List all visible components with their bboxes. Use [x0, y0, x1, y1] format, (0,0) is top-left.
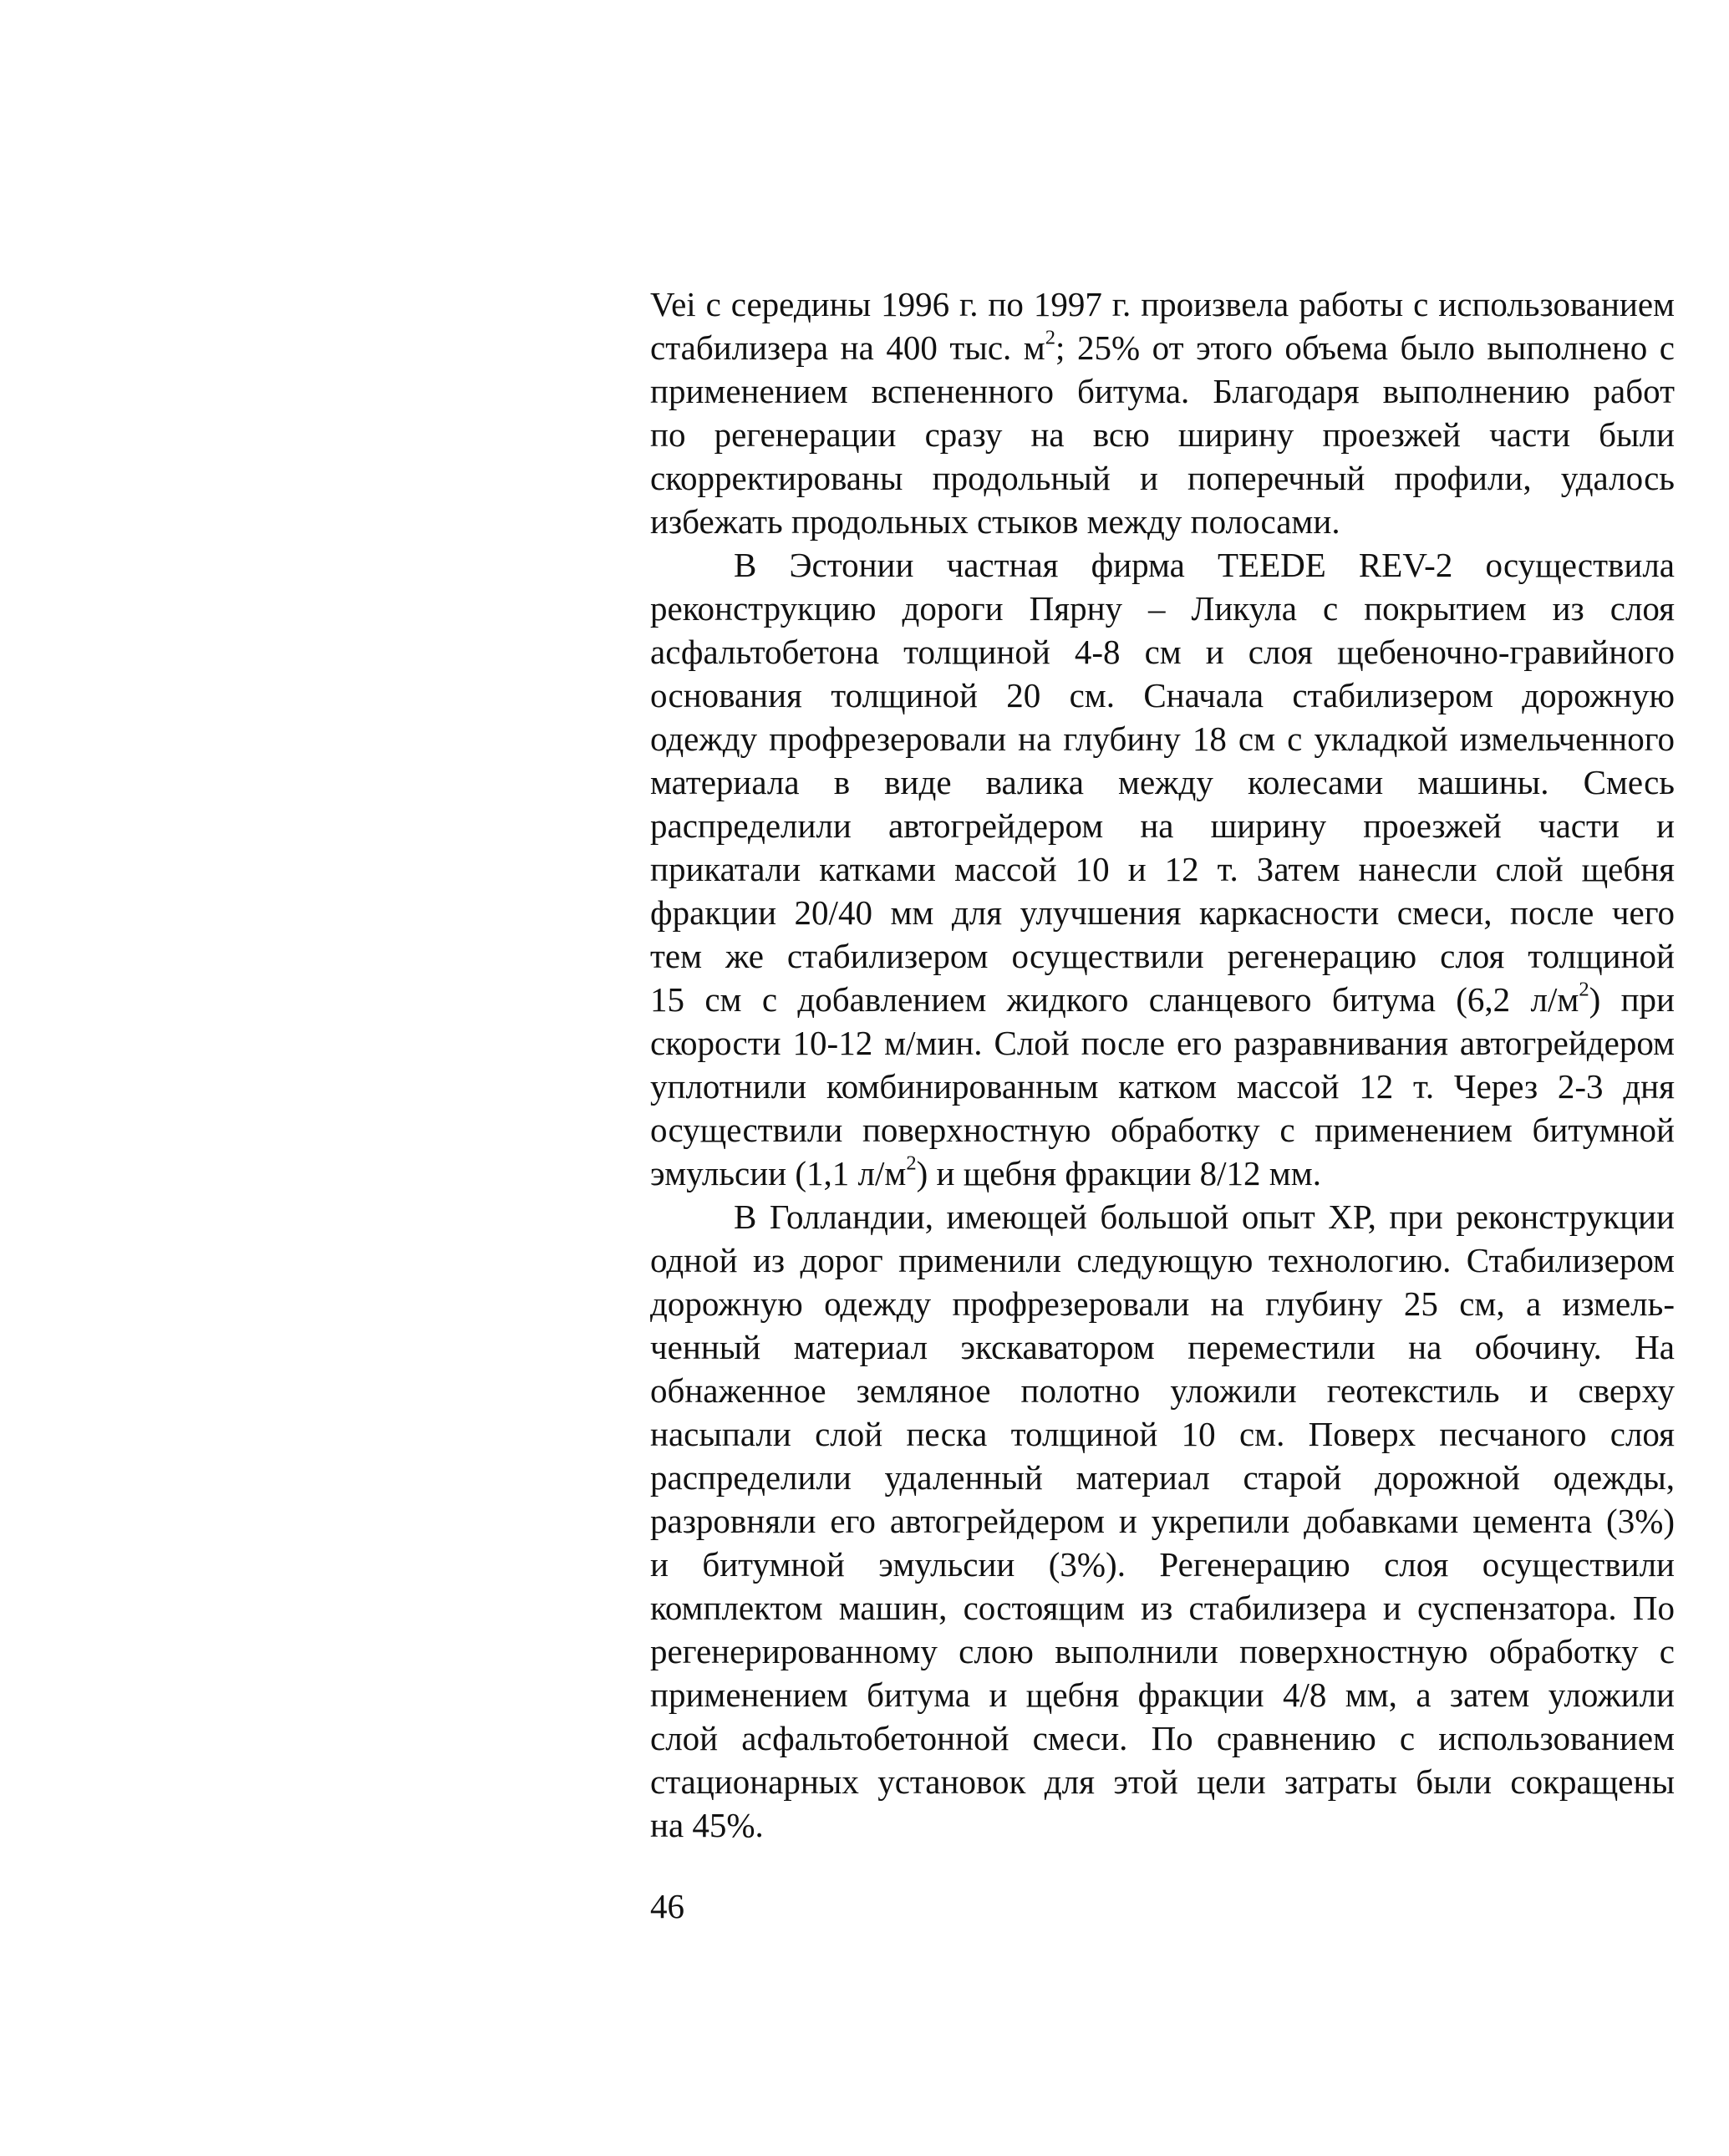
text-line: ченный материал экскаватором переместили на обочину. На: [650, 1328, 1675, 1366]
text-line: применением битума и щебня фракции 4/8 мм, а затем уложили: [650, 1675, 1675, 1714]
text-line: избежать продольных стыков между полосами.: [650, 502, 1340, 541]
text-line: асфальтобетона толщиной 4-8 см и слоя щебеночно-гравийного: [650, 633, 1675, 671]
text-line: одной из дорог применили следующую технологию. Стабилизером: [650, 1241, 1675, 1279]
text-line: и битумной эмульсии (3%). Регенерацию слоя осуществили: [650, 1545, 1675, 1584]
text-line: основания толщиной 20 см. Сначала стабилизером дорожную: [650, 676, 1675, 714]
paragraph-3: [650, 1195, 1675, 1847]
text-line: эмульсии (1,1 $л/м^2$) и щебня фракции 8/12 мм.: [650, 1152, 1321, 1192]
text-line: реконструкцию дороги Пярну – Ликула с покрытием из слоя: [650, 589, 1675, 628]
text-line: дорожную одежду профрезеровали на глубину 25 см, а измель-: [650, 1284, 1675, 1323]
text-line: скорректированы продольный и поперечный профили, удалось: [650, 459, 1675, 497]
text-line: распределили автогрейдером на ширину проезжей части и: [650, 806, 1675, 845]
text-line: слой асфальтобетонной смеси. По сравнению с использованием: [650, 1719, 1675, 1757]
text-line: тем же стабилизером осуществили регенерацию слоя толщиной: [650, 937, 1675, 975]
body-text: [650, 282, 1675, 1847]
page-number: 46: [650, 1887, 684, 1925]
text-line: материала в виде валика между колесами машины. Смесь: [650, 763, 1675, 801]
text-line: применением вспененного битума. Благодаря выполнению работ: [650, 372, 1675, 410]
text-line: на 45%.: [650, 1806, 764, 1844]
text-line: 15 см с добавлением жидкого сланцевого битума (6,2 $л/м^2$) при: [650, 978, 1675, 1019]
text-line: осуществили поверхностную обработку с применением битумной: [650, 1111, 1675, 1149]
text-line: скорости 10-12 м/мин. Слой после его разравнивания автогрейдером: [650, 1024, 1675, 1062]
text-line: разровняли его автогрейдером и укрепили добавками цемента (3%): [650, 1502, 1675, 1540]
paragraph-1: [650, 282, 1675, 543]
paragraph-2: [650, 543, 1675, 1195]
text-line: по регенерации сразу на всю ширину проезжей части были: [650, 415, 1675, 454]
text-line: В Эстонии частная фирма TEEDE REV-2 осуществила: [734, 546, 1675, 584]
text-line: уплотнили комбинированным катком массой 12 т. Через 2-3 дня: [650, 1067, 1675, 1106]
text-line: распределили удаленный материал старой дорожной одежды,: [650, 1458, 1675, 1497]
text-line: стационарных установок для этой цели затраты были сокращены: [650, 1762, 1675, 1801]
text-line: комплектом машин, состоящим из стабилизера и суспензатора. По: [650, 1589, 1675, 1627]
text-line: обнаженное земляное полотно уложили геотекстиль и сверху: [650, 1371, 1675, 1410]
text-line: стабилизера на 400 тыс. $м^2$; 25% от этого объема было выполнено с: [650, 326, 1675, 367]
text-line: прикатали катками массой 10 и 12 т. Затем нанесли слой щебня: [650, 850, 1675, 888]
text-line: регенерированному слою выполнили поверхностную обработку с: [650, 1632, 1675, 1670]
text-line: В Голландии, имеющей большой опыт ХР, при реконструкции: [734, 1197, 1675, 1236]
text-line: Vei с середины 1996 г. по 1997 г. произвела работы с использованием: [650, 285, 1675, 323]
text-line: одежду профрезеровали на глубину 18 см с укладкой измельченного: [650, 720, 1675, 758]
text-line: фракции 20/40 мм для улучшения каркасности смеси, после чего: [650, 893, 1675, 932]
text-line: насыпали слой песка толщиной 10 см. Поверх песчаного слоя: [650, 1415, 1675, 1453]
